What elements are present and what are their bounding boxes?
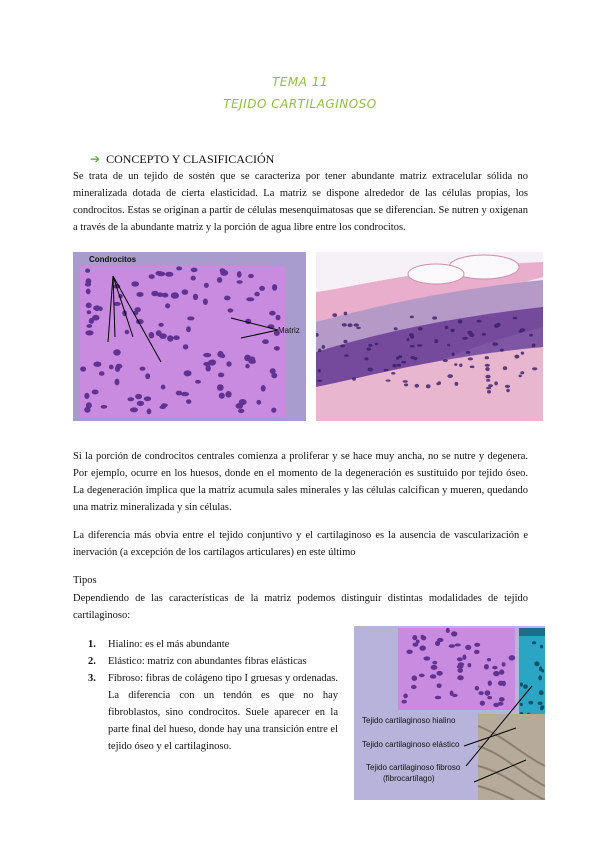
chondrocyte-cell (101, 405, 108, 409)
chondrocyte-cell (206, 365, 211, 371)
chondrocyte-cell (523, 684, 528, 689)
chondrocyte-cell (217, 351, 223, 358)
chondrocyte-cell (457, 668, 463, 673)
chondrocyte-cell (237, 271, 242, 278)
chondrocyte-cell (521, 352, 524, 355)
chondrocyte-cell (155, 271, 163, 276)
chondrocyte-cell (225, 391, 231, 398)
chondrocyte-cell (193, 294, 198, 300)
chondrocyte-cell (318, 369, 321, 373)
document-title: TEMA 11 (271, 75, 329, 89)
chondrocyte-cell (487, 658, 491, 661)
chondrocyte-cell (475, 686, 479, 691)
chondrocyte-cell (354, 323, 359, 326)
chondrocyte-cell (455, 382, 459, 386)
chondrocyte-cell (474, 650, 480, 654)
chondrocyte-cell (113, 349, 121, 355)
chondrocyte-cell (85, 330, 93, 335)
list-item (88, 653, 338, 670)
chondrocyte-cell (344, 354, 349, 356)
chondrocyte-cell (262, 339, 269, 344)
chondrocyte-cell (144, 396, 151, 401)
chondrocyte-cell (410, 356, 415, 359)
chondrocyte-cell (412, 635, 417, 640)
chondrocyte-cell (272, 284, 277, 291)
chondrocyte-cell (431, 665, 438, 670)
chondrocyte-cell (271, 373, 277, 379)
types-intro: Dependiendo de las características de la matriz podemos distinguir distintas modalidades de tejido cartilaginoso: (73, 593, 528, 621)
chondrocyte-cell (529, 334, 533, 337)
chondrocyte-cell (165, 303, 170, 308)
chondrocyte-cell (238, 409, 244, 413)
chondrocyte-cell (410, 345, 415, 347)
chondrocyte-cell (367, 348, 372, 351)
chondrocyte-cell (468, 357, 473, 360)
chondrocyte-cell (397, 364, 401, 367)
chondrocyte-cell (484, 664, 489, 670)
chondrocyte-cell (269, 311, 276, 316)
chondrocyte-cell (186, 326, 191, 332)
chondrocyte-cell (92, 390, 99, 395)
chondrocyte-cell (218, 373, 224, 378)
chondrocyte-cell (532, 367, 537, 370)
chondrocyte-cell (173, 335, 180, 340)
chondrocyte-cell (466, 351, 471, 354)
chondrocyte-cell (128, 397, 135, 401)
chondrocyte-cell (503, 366, 507, 370)
chondrocyte-cell (352, 377, 356, 380)
chondrocyte-cell (384, 369, 389, 372)
chondrocyte-cell (375, 343, 379, 346)
chondrocyte-cell (451, 631, 457, 636)
chondrocyte-cell (403, 694, 408, 699)
cartilage-section-micrograph (316, 252, 543, 421)
chondrocyte-cell (136, 292, 143, 297)
label-matriz: Matriz (278, 326, 300, 335)
chondrocyte-cell (412, 675, 418, 681)
chondrocyte-cell (89, 318, 94, 324)
chondrocyte-cell (245, 364, 249, 369)
cartilage-section-drawing (316, 252, 543, 421)
chondrocyte-cell (520, 703, 523, 706)
chondrocyte-cell (486, 379, 490, 382)
chondrocyte-cell (186, 399, 191, 404)
chondrocyte-cell (86, 278, 92, 284)
chondrocyte-cell (203, 298, 208, 305)
chondrocyte-cell (482, 333, 486, 336)
chondrocyte-cell (499, 697, 505, 702)
chondrocyte-cell (182, 289, 189, 295)
chondrocyte-cell (458, 319, 463, 323)
chondrocyte-cell (342, 323, 347, 327)
chondrocyte-cell (236, 403, 244, 409)
chondrocyte-cell (125, 330, 130, 335)
chondrocyte-cell (195, 380, 201, 384)
cartilage-types-figure (354, 626, 545, 800)
chondrocyte-cell (237, 280, 243, 284)
chondrocyte-cell (410, 335, 414, 339)
chondrocyte-cell (485, 690, 491, 695)
chondrocyte-cell (367, 368, 373, 372)
chondrocyte-cell (528, 701, 533, 705)
chondrocyte-cell (520, 682, 523, 686)
chondrocyte-cell (254, 292, 259, 297)
chondrocyte-cell (417, 344, 422, 347)
chondrocyte-cell (485, 375, 490, 379)
degeneration-paragraph: Si la porción de condrocitos centrales comienza a proliferar y se hace muy ancha, no se nutre y degenera. Por ejemplo, ocurre en los huesos, donde en el momento de la degeneración es sustituido por tejido óseo. La degeneración implica que la matriz acumula sales minerales y las células calcifican y mueren, quedando una matriz mineralizada y sin células. (73, 451, 528, 513)
chondrocyte-cell (159, 333, 167, 339)
chondrocyte-cell (449, 644, 455, 648)
chondrocyte-cell (447, 344, 450, 347)
chondrocyte-cell (434, 339, 438, 343)
chondrocyte-cell (203, 353, 211, 357)
chondrocyte-cell (488, 680, 492, 686)
chondrocyte-cell (457, 675, 464, 680)
chondrocyte-cell (219, 393, 225, 399)
arrow-right-icon: ➔ (90, 152, 101, 166)
chondrocyte-cell (135, 307, 141, 312)
chondrocyte-cell (131, 281, 139, 286)
chondrocyte-cell (256, 400, 261, 405)
chondrocyte-cell (248, 274, 254, 278)
chondrocyte-cell (457, 657, 463, 661)
list-item-number: 1. (88, 639, 96, 650)
chondrocyte-cell (340, 345, 345, 348)
chondrocyte-cell (386, 380, 391, 382)
chondrocyte-cell (435, 696, 442, 699)
chondrocyte-cell (418, 327, 423, 331)
chondrocyte-cell (505, 385, 510, 388)
chondrocyte-cell (137, 401, 144, 406)
chondrocyte-cell (513, 317, 517, 320)
chondrocyte-cell (171, 292, 179, 299)
chondrocyte-cell (436, 382, 439, 385)
chondrocyte-cell (540, 645, 543, 649)
chondrocyte-cell (86, 303, 92, 309)
chondrocyte-cell (271, 408, 276, 413)
chondrocyte-cell (452, 694, 458, 697)
chondrocyte-cell (509, 655, 516, 660)
chondrocyte-cell (80, 366, 86, 371)
document-subtitle: TEJIDO CARTILAGINOSO (223, 97, 377, 111)
chondrocyte-cell (217, 384, 224, 391)
chondrocytes-micrograph (73, 252, 306, 421)
chondrocyte-cell (447, 374, 453, 378)
chondrocyte-cell (261, 385, 266, 392)
chondrocyte-cell (149, 274, 155, 279)
chondrocyte-cell (520, 371, 524, 374)
chondrocyte-cell (404, 383, 408, 386)
chondrocyte-cell (443, 359, 448, 362)
chondrocyte-cell (204, 283, 209, 288)
chondrocyte-cell (514, 355, 519, 359)
chondrocyte-cell (403, 380, 408, 383)
chondrocyte-cell (84, 393, 89, 399)
list-item (88, 670, 338, 755)
chondrocyte-cell (480, 701, 485, 706)
chondrocyte-cell (506, 389, 510, 392)
chondrocyte-cell (176, 266, 182, 270)
chondrocyte-cell (158, 323, 163, 327)
chondrocyte-cell (426, 384, 431, 388)
chondrocyte-cell (87, 310, 92, 314)
chondrocyte-cell (416, 640, 420, 644)
label-condrocitos: Condrocitos (89, 255, 137, 264)
list-item-number: 2. (88, 656, 96, 667)
chondrocyte-cell (474, 643, 480, 647)
chondrocyte-cell (162, 293, 169, 298)
chondrocyte-cell (419, 674, 425, 678)
chondrocyte-cell (485, 367, 489, 371)
chondrocyte-cell (392, 364, 396, 368)
chondrocyte-cell (165, 272, 173, 277)
chondrocyte-cell (276, 315, 281, 321)
chondrocyte-cell (191, 268, 198, 273)
chondrocyte-cell (450, 329, 454, 333)
chondrocyte-cell (502, 662, 506, 667)
chondrocyte-cell (344, 312, 348, 316)
chondrocyte-cell (115, 379, 120, 386)
chondrocyte-cell (538, 675, 542, 680)
chondrocyte-cell (532, 344, 536, 348)
chondrocyte-cell (274, 346, 280, 351)
chondrocyte-cell (161, 385, 166, 390)
chondrocyte-cell (149, 332, 155, 339)
chondrocyte-cell (459, 364, 462, 367)
chondrocyte-cell (140, 367, 146, 371)
chondrocyte-cell (485, 356, 489, 359)
chondrocyte-cell (147, 409, 152, 415)
list-item-text: Fibroso: fibras de colágeno tipo I gruesas y ordenadas. La diferencia con un tendón es que no hay fibroblastos, sino condrocitos. Suele aparecer en la parte final del hueso, donde hay una transición entre el tejido óseo y el cartilaginoso. (108, 673, 338, 752)
chondrocyte-cell (406, 338, 409, 341)
chondrocyte-cell (318, 349, 321, 353)
chondrocyte-cell (135, 394, 142, 399)
list-item (88, 636, 338, 653)
chondrocyte-cell (493, 671, 500, 676)
chondrocyte-cell (94, 305, 100, 311)
chondrocyte-cell (519, 375, 522, 378)
chondrocyte-cell (432, 316, 437, 319)
section-heading-text: CONCEPTO Y CLASIFICACIÓN (106, 152, 275, 166)
chondrocyte-cell (465, 645, 471, 650)
chondrocyte-cell (86, 324, 92, 328)
chondrocyte-cell (356, 327, 361, 329)
chondrocyte-cell (538, 702, 543, 706)
chondrocyte-cell (534, 661, 539, 666)
chondrocyte-cell (347, 323, 352, 327)
chondrocyte-cell (539, 690, 544, 695)
chondrocyte-cell (437, 683, 442, 688)
chondrocyte-cell (85, 269, 90, 273)
chondrocyte-cell (493, 703, 499, 707)
chondrocyte-cell (86, 289, 91, 295)
types-label: Tipos (73, 575, 97, 586)
chondrocyte-cell (208, 360, 216, 364)
chondrocyte-cell (183, 344, 189, 349)
chondrocyte-cell (151, 291, 158, 297)
chondrocyte-cell (99, 371, 105, 376)
chondrocyte-cell (500, 349, 504, 352)
chondrocyte-cell (452, 353, 455, 357)
chondrocyte-cell (224, 296, 231, 301)
chondrocyte-cell (246, 297, 254, 301)
chondrocyte-cell (435, 641, 440, 646)
chondrocyte-cell (109, 365, 114, 370)
types-list (88, 636, 338, 755)
chondrocyte-cell (113, 302, 120, 306)
chondrocytes-micrograph-drawing (73, 252, 306, 421)
chondrocyte-cell (159, 405, 166, 409)
chondrocyte-cell (488, 384, 493, 387)
chondrocyte-cell (419, 645, 426, 650)
chondrocyte-cell (167, 335, 173, 341)
difference-paragraph: La diferencia más obvia entre el tejido conjuntivo y el cartilaginoso es la ausencia de vascularización e inervación (a excepción de los cartílagos articulares) en este último (73, 530, 528, 558)
chondrocyte-cell (226, 361, 231, 366)
chondrocyte-cell (391, 372, 395, 375)
chondrocyte-cell (532, 641, 536, 644)
chondrocyte-cell (421, 635, 425, 639)
chondrocyte-cell (116, 364, 123, 369)
chondrocyte-cell (462, 337, 468, 340)
chondrocyte-cell (492, 342, 498, 346)
chondrocyte-cell (343, 340, 347, 344)
chondrocyte-cell (479, 691, 484, 695)
chondrocyte-cell (394, 327, 398, 330)
chondrocyte-cell (462, 654, 466, 660)
section-heading (90, 152, 274, 167)
chondrocyte-cell (181, 392, 189, 396)
chondrocyte-cell (396, 356, 399, 360)
chondrocyte-cell (455, 643, 461, 646)
list-item-text: Hialino: es el más abundante (108, 639, 230, 650)
label-fibrocartilago: (fibrocartílago) (383, 774, 435, 783)
chondrocyte-cell (540, 707, 543, 710)
chondrocyte-cell (401, 361, 406, 364)
chondrocyte-cell (368, 344, 372, 347)
chondrocyte-cell (494, 324, 499, 328)
chondrocyte-cell (84, 407, 90, 413)
chondrocyte-cell (541, 669, 544, 672)
list-item-number: 3. (88, 673, 96, 684)
chondrocyte-cell (469, 333, 474, 337)
chondrocyte-cell (520, 328, 526, 331)
chondrocyte-cell (322, 345, 325, 349)
chondrocyte-cell (454, 363, 457, 366)
chondrocyte-cell (93, 362, 101, 367)
chondrocyte-cell (187, 316, 194, 320)
chondrocyte-cell (145, 373, 150, 379)
chondrocyte-cell (499, 669, 504, 674)
chondrocyte-cell (468, 663, 472, 667)
chondrocyte-cell (486, 387, 491, 390)
chondrocyte-cell (502, 681, 506, 686)
label-hialino: Tejido cartilaginoso hialino (362, 716, 456, 725)
label-fibroso: Tejido cartilaginoso fibroso (366, 763, 461, 772)
chondrocyte-cell (477, 320, 482, 323)
chondrocyte-cell (436, 671, 442, 676)
chondrocyte-cell (228, 308, 234, 312)
chondrocyte-cell (432, 661, 437, 665)
chondrocyte-cell (217, 277, 222, 283)
chondrocyte-cell (411, 685, 417, 689)
chondrocyte-cell (423, 656, 430, 660)
chondrocyte-cell (130, 407, 138, 412)
chondrocyte-cell (410, 316, 414, 319)
chondrocyte-cell (402, 700, 407, 704)
chondrocyte-cell (184, 370, 192, 376)
chondrocyte-cell (332, 313, 337, 317)
list-item-text: Elástico: matriz con abundantes fibras elásticas (108, 656, 307, 667)
chondrocyte-cell (191, 276, 196, 281)
chondrocyte-cell (259, 286, 265, 291)
chondrocyte-cell (406, 650, 412, 654)
chondrocyte-cell (430, 674, 437, 678)
chondrocyte-cell (415, 384, 420, 388)
chondrocyte-cell (364, 357, 368, 360)
chondrocyte-cell (487, 390, 491, 394)
intro-paragraph: Se trata de un tejido de sostén que se caracteriza por tener abundante matriz extracelular sólida no mineralizada dotada de cierta elasticidad. La matriz se dispone alrededor de las células propias, los condrocitos. Estas se originan a partir de células mesenquimatosas que se diferencian. Se nutren y oxigenan a través de la abundante matriz y la porción de agua libre entre los condrocitos. (73, 171, 528, 233)
chondrocyte-cell (244, 355, 251, 362)
chondrocyte-cell (494, 381, 498, 385)
chondrocyte-cell (317, 380, 322, 382)
chondrocyte-cell (492, 666, 497, 670)
chondrocyte-cell (445, 326, 449, 329)
chondrocyte-cell (470, 366, 475, 369)
chondrocyte-cell (487, 696, 492, 699)
chondrocyte-cell (220, 270, 228, 276)
chondrocyte-cell (446, 628, 450, 633)
label-elastico: Tejido cartilaginoso elástico (362, 740, 460, 749)
chondrocyte-cell (485, 364, 490, 367)
